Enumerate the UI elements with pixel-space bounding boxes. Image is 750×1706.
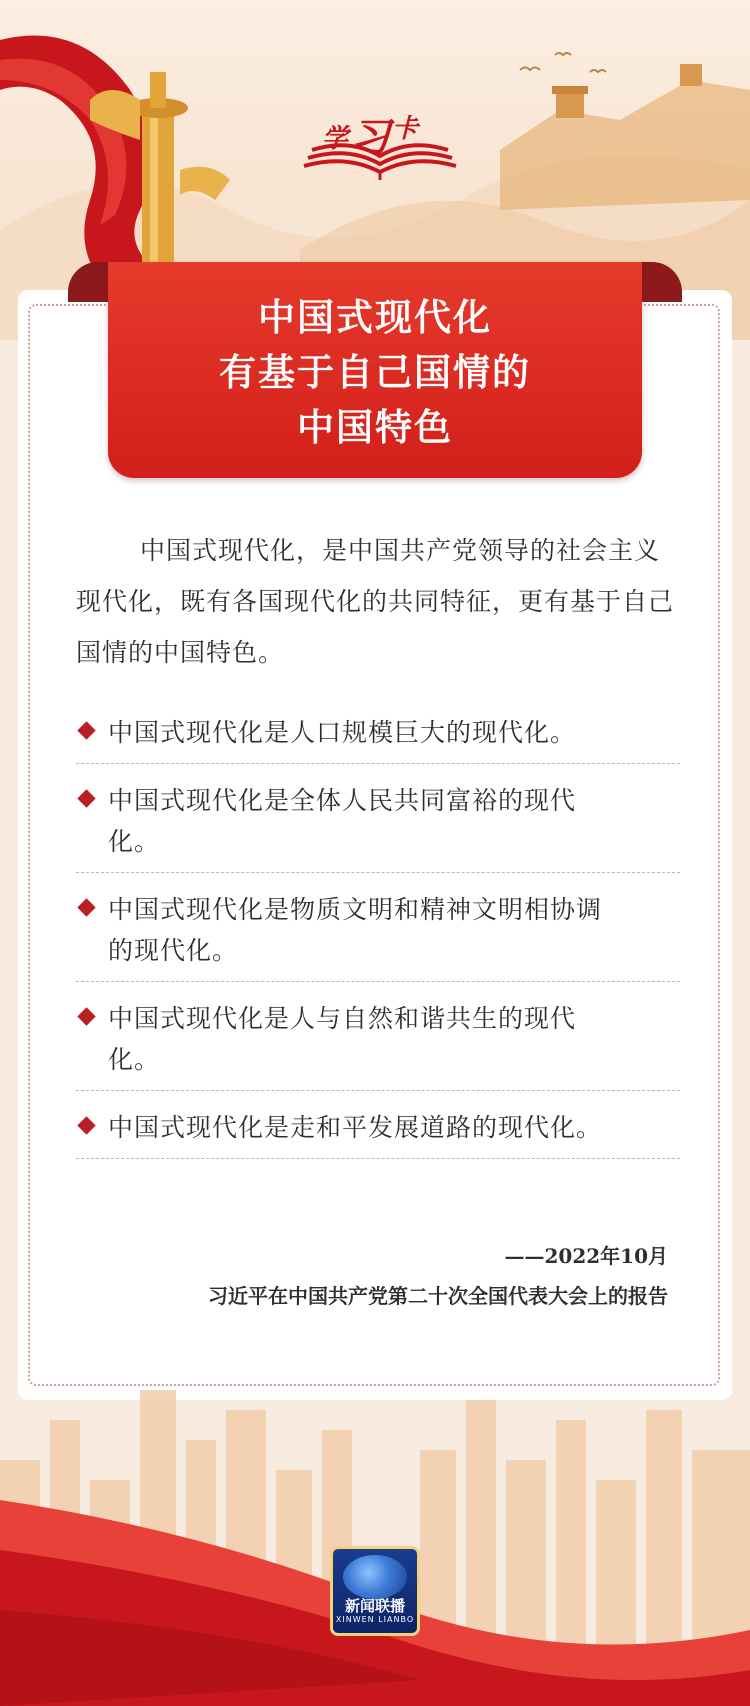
list-item-text: 中国式现代化是走和平发展道路的现代化。 [108,1113,603,1142]
list-item [76,1105,680,1159]
list-item [76,710,680,764]
title-line-3: 中国特色 [297,406,453,449]
news-logo-en: XINWEN LIANBO [335,1615,415,1624]
city-skyline-illustration [0,1380,750,1706]
diamond-bullet-icon [77,1116,95,1134]
logo-char-ka: 卡 [392,114,421,144]
bottom-decoration [0,1380,750,1706]
open-book-icon [300,140,460,180]
list-item-text: 中国式现代化是人与自然和谐共生的现代化。 [108,1004,577,1074]
diamond-bullet-icon [77,1007,95,1025]
source-citation [76,1236,668,1316]
great-wall-icon [500,64,750,210]
list-item-text: 中国式现代化是人口规模巨大的现代化。 [108,718,577,747]
birds-icon [520,53,606,72]
list-item-text: 中国式现代化是全体人民共同富裕的现代化。 [108,786,577,856]
title-line-2: 有基于自己国情的 [219,351,531,394]
list-item [76,996,680,1091]
intro-paragraph: 中国式现代化，是中国共产党领导的社会主义现代化，既有各国现代化的共同特征，更有基于自己国情的中国特色。 [76,536,675,667]
study-card-logo [300,88,460,188]
xinwen-lianbo-logo [330,1546,420,1636]
news-logo-cn: 新闻联播 [344,1597,405,1615]
diamond-bullet-icon [77,721,95,739]
page-title [108,290,642,455]
feature-list [76,710,680,1173]
list-item [76,887,680,982]
logo-char-xi: 习 [350,114,393,161]
globe-icon [343,1555,407,1599]
diamond-bullet-icon [77,898,95,916]
source-date: ——2022年10月 [504,1244,668,1268]
list-item-text: 中国式现代化是物质文明和精神文明相协调的现代化。 [108,895,603,965]
diamond-bullet-icon [77,789,95,807]
title-line-1: 中国式现代化 [258,296,492,339]
logo-char-xue: 学 [322,124,351,154]
title-banner [108,262,642,478]
list-item [76,778,680,873]
source-title: 习近平在中国共产党第二十次全国代表大会上的报告 [208,1284,668,1308]
